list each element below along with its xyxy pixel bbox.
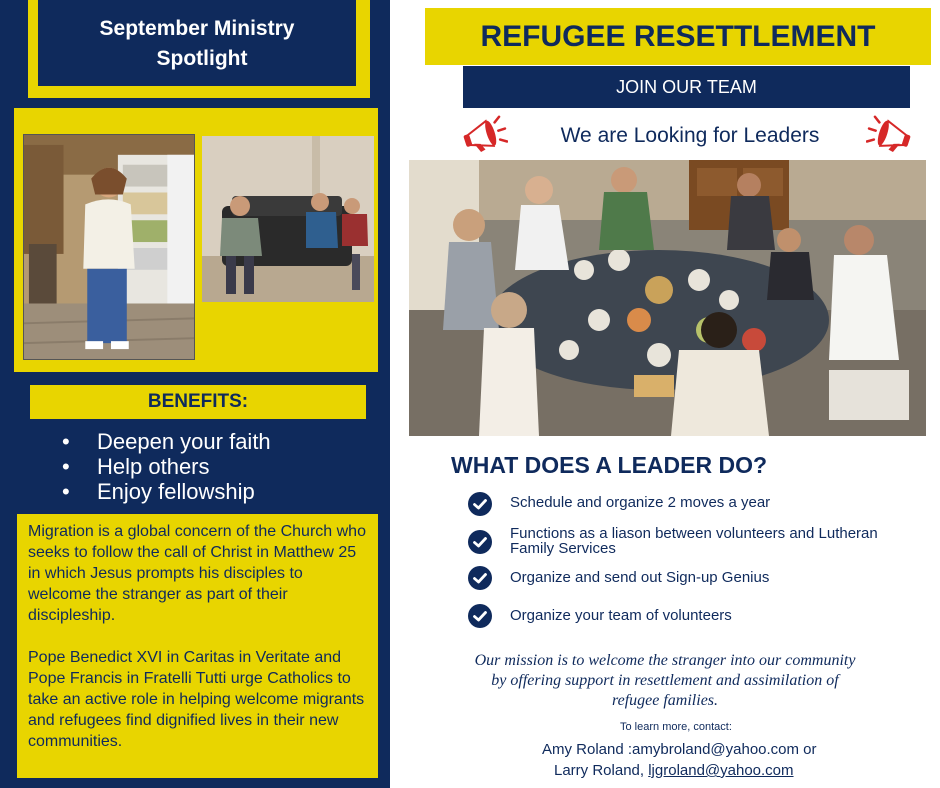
looking-for-leaders: We are Looking for Leaders (560, 124, 820, 147)
benefit-item: • Help others (62, 454, 271, 479)
photo-frame (14, 108, 378, 372)
check-circle-icon (468, 530, 492, 554)
fridge-photo (23, 134, 195, 360)
group-meal-photo (409, 160, 926, 436)
migration-paragraph-1: Migration is a global concern of the Church who seeks to follow the call of Christ in Matthew 25 in which Jesus prompts his disciples to welcome the stranger as part of their discipleship. (28, 523, 366, 624)
task-text: Organize and send out Sign-up Genius (510, 569, 770, 586)
contact-larry-name: Larry Roland, (554, 762, 649, 779)
migration-paragraph-2: Pope Benedict XVI in Caritas in Veritate and Pope Francis in Fratelli Tutti urge Catholics to take an active role in helping welcome migrants and refugees find dignified lives in their new communities. (28, 649, 365, 750)
spotlight-line1: September Ministry (99, 17, 295, 40)
contact-larry-email-link[interactable]: ljgroland@yahoo.com (648, 762, 794, 779)
check-circle-icon (468, 604, 492, 628)
couch-photo (202, 136, 374, 302)
spotlight-title (38, 0, 356, 86)
main-title: REFUGEE RESETTLEMENT (425, 8, 931, 65)
megaphone-icon (866, 114, 912, 156)
leader-title: WHAT DOES A LEADER DO? (451, 452, 768, 478)
spotlight-line2: Spotlight (156, 47, 248, 70)
check-circle-icon (468, 566, 492, 590)
task-text: Functions as a liason between volunteers and Lutheran Family Services (510, 525, 878, 557)
learn-more-label: To learn more, contact: (620, 721, 732, 733)
check-circle-icon (468, 492, 492, 516)
contact-larry (554, 762, 794, 780)
task-text: Schedule and organize 2 moves a year (510, 494, 771, 511)
mission-statement: Our mission is to welcome the stranger into our community by offering support in resettlement and assimilation of refugee families. (474, 652, 856, 709)
left-panel (0, 0, 390, 788)
spotlight-frame (28, 0, 370, 98)
benefit-item: • Deepen your faith (62, 429, 271, 454)
join-our-team-banner: JOIN OUR TEAM (463, 66, 910, 108)
migration-box (17, 514, 378, 778)
task-text: Organize your team of volunteers (510, 607, 732, 624)
benefits-list (62, 429, 271, 504)
contact-amy: Amy Roland :amybroland@yahoo.com or (542, 741, 817, 758)
benefits-title: BENEFITS: (30, 385, 366, 419)
benefit-item: • Enjoy fellowship (62, 479, 271, 504)
